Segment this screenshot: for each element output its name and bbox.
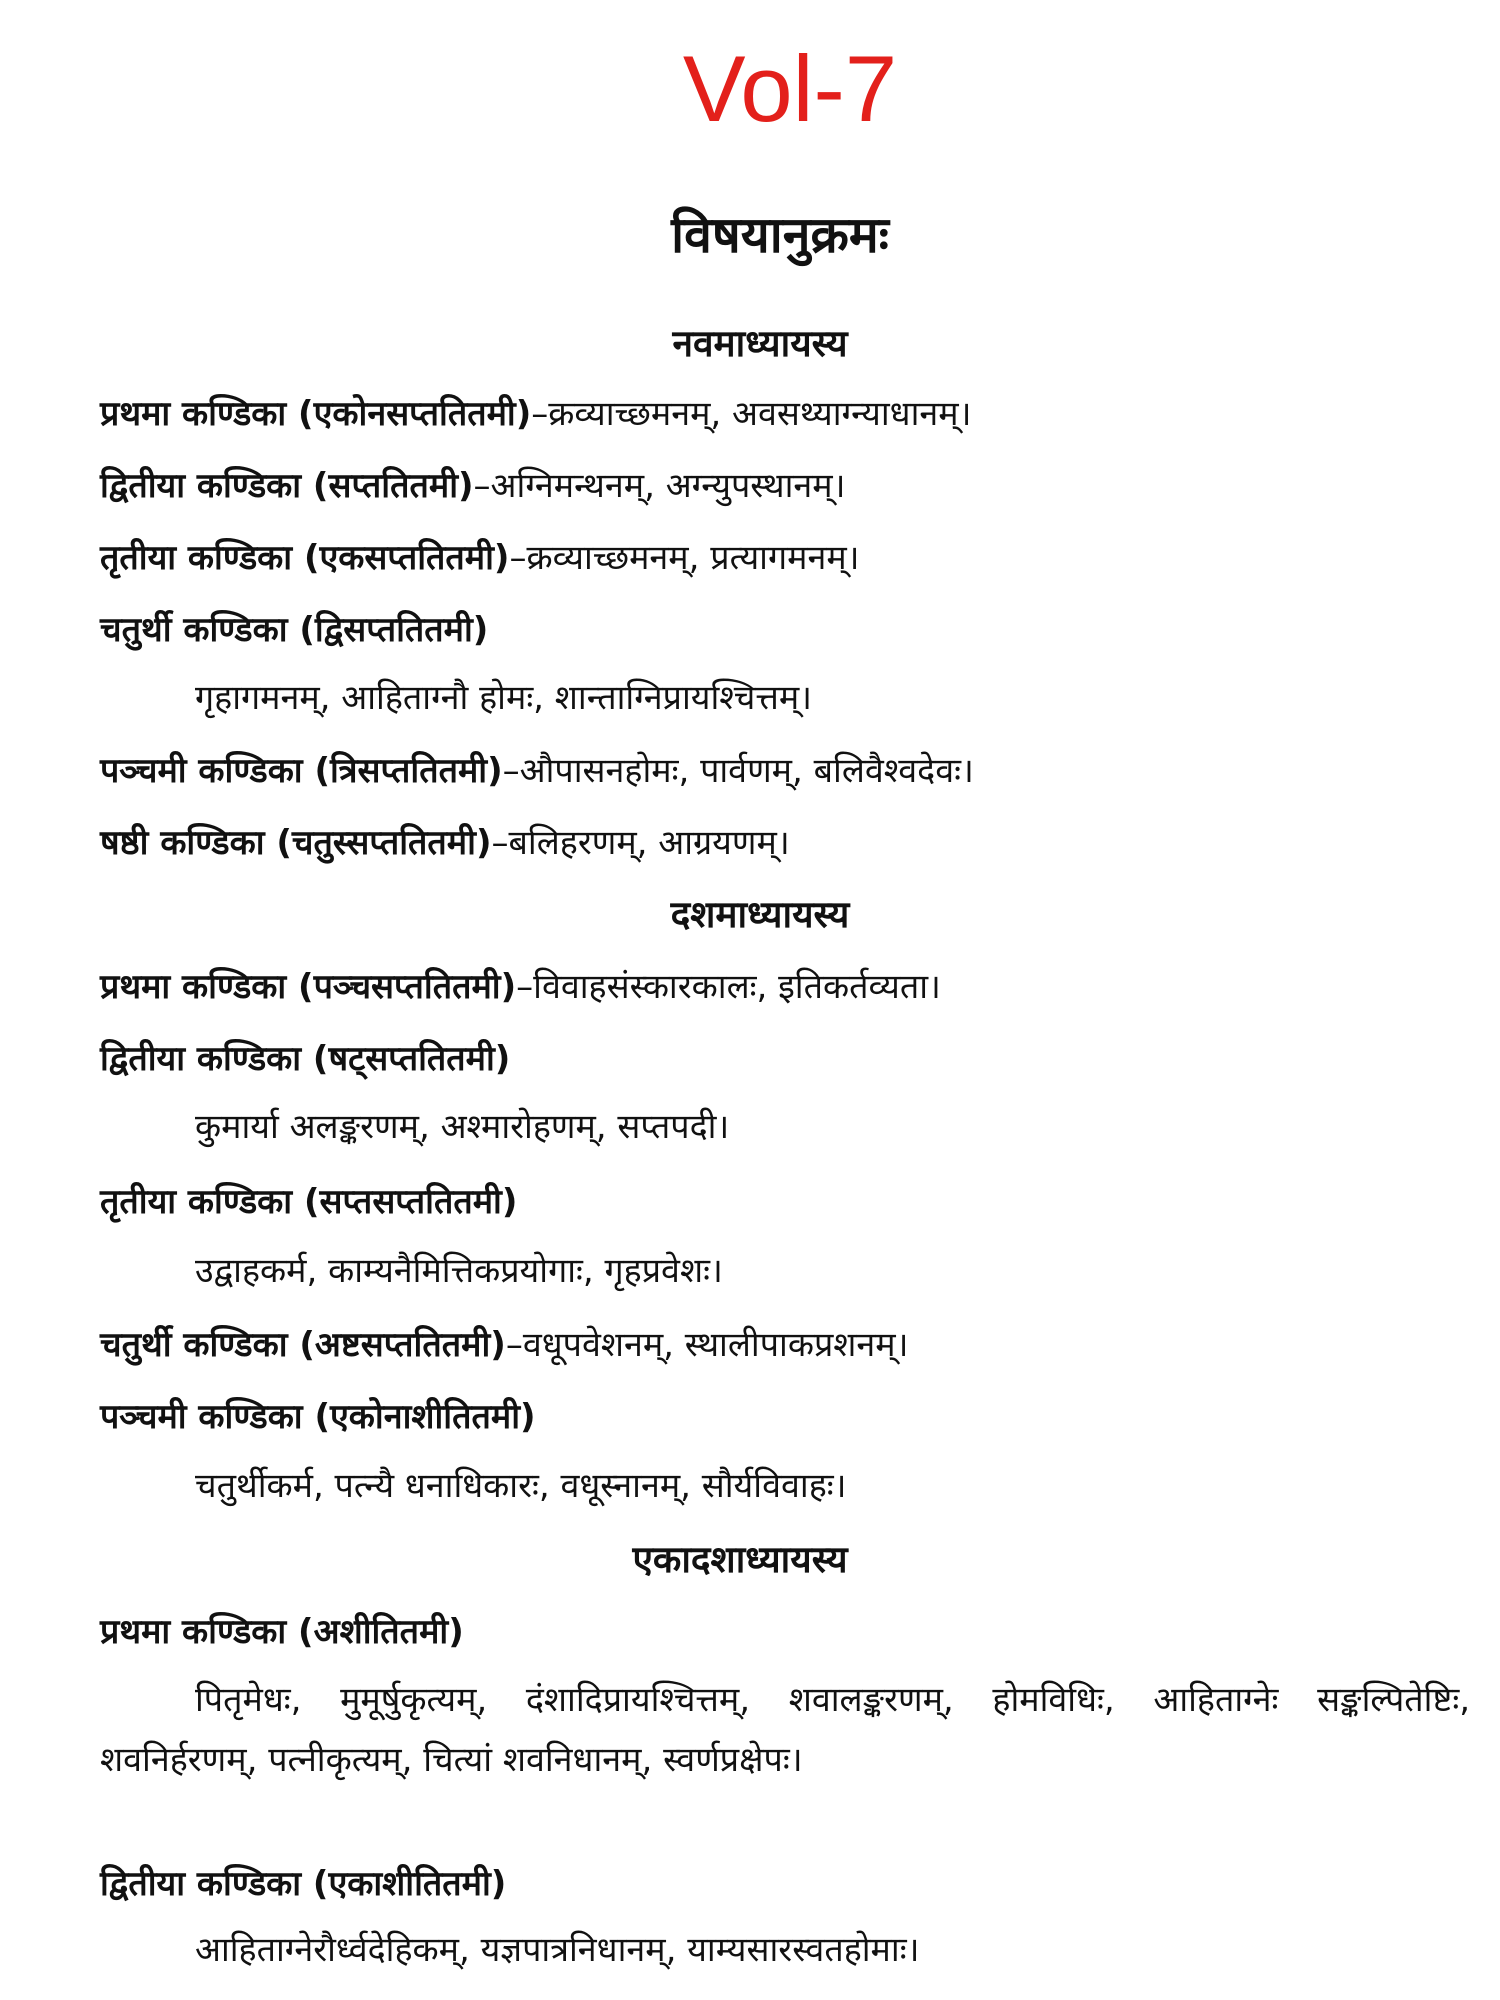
toc-entry [100,815,790,871]
entry-heading: प्रथमा कण्डिका (अशीतितमी) [100,1612,464,1652]
entry-heading: द्वितीया कण्डिका (सप्ततितमी) [100,466,474,506]
entry-heading: चतुर्थी कण्डिका (द्विसप्ततितमी) [100,610,489,650]
entry-heading: तृतीया कण्डिका (एकसप्ततितमी) [100,538,510,578]
toc-entry [100,1856,506,1912]
toc-entry [100,530,860,586]
toc-entry [100,959,941,1015]
chapter-heading-10: दशमाध्यायस्य [670,893,850,936]
page-title: विषयानुक्रमः [671,206,889,264]
entry-heading: द्वितीया कण्डिका (षट्सप्ततितमी) [100,1039,511,1079]
entry-heading: प्रथमा कण्डिका (एकोनसप्ततितमी) [100,394,532,434]
entry-heading: षष्ठी कण्डिका (चतुस्सप्ततितमी) [100,823,492,863]
entry-topics: –बलिहरणम्, आग्रयणम्। [491,823,790,863]
entry-topics: –क्रव्याच्छमनम्, अवसथ्याग्न्याधानम्। [531,394,972,434]
entry-topics: गृहागमनम्, आहिताग्नौ होमः, शान्ताग्निप्रायश्चित्तम्। [195,678,813,718]
entry-heading: प्रथमा कण्डिका (पञ्चसप्ततितमी) [100,967,517,1007]
entry-topics: उद्वाहकर्म, काम्यनैमित्तिकप्रयोगाः, गृहप्रवेशः। [195,1251,723,1291]
chapter-heading-11: एकादशाध्यायस्य [632,1538,848,1581]
entry-topics: –वधूपवेशनम्, स्थालीपाकप्रशनम्। [505,1325,909,1365]
entry-topics: –विवाहसंस्कारकालः, इतिकर्तव्यता। [516,967,941,1007]
entry-topics: –अग्निमन्थनम्, अग्न्युपस्थानम्। [473,466,846,506]
entry-heading: तृतीया कण्डिका (सप्तसप्ततितमी) [100,1182,518,1222]
entry-topics: आहिताग्नेरौर्ध्वदेहिकम्, यज्ञपात्रनिधानम्, याम्यसारस्वतहोमाः। [195,1930,920,1970]
entry-topics: –क्रव्याच्छमनम्, प्रत्यागमनम्। [509,538,860,578]
volume-label: Vol-7 [682,36,898,141]
toc-entry [100,1031,510,1087]
entry-topics: चतुर्थीकर्म, पत्न्यै धनाधिकारः, वधूस्नानम्, सौर्यविवाहः। [195,1466,847,1506]
entry-topics: कुमार्या अलङ्करणम्, अश्मारोहणम्, सप्तपदी। [195,1107,730,1147]
entry-topics: –औपासनहोमः, पार्वणम्, बलिवैश्वदेवः। [502,751,974,791]
toc-entry [100,1389,536,1445]
toc-entry [100,1604,464,1660]
chapter-heading-9: नवमाध्यायस्य [672,322,848,365]
toc-entry [100,386,971,442]
entry-heading: पञ्चमी कण्डिका (एकोनाशीतितमी) [100,1397,536,1437]
toc-entry [100,602,488,658]
entry-heading: पञ्चमी कण्डिका (त्रिसप्ततितमी) [100,751,503,791]
entry-heading: द्वितीया कण्डिका (एकाशीतितमी) [100,1864,507,1904]
entry-heading: चतुर्थी कण्डिका (अष्टसप्ततितमी) [100,1325,506,1365]
entry-topics-paragraph: पितृमेधः, मुमूर्षुकृत्यम्, दंशादिप्रायश्चित्तम्, शवालङ्करणम्, होमविधिः, आहिताग्नेः सङ्कल्पितेष्टिः, शवनिर्हरणम्, पत्नीकृत्यम्, चित्यां शवनिधानम्, स्वर्णप्रक्षेपः। [100,1680,1470,1780]
toc-entry [100,1317,909,1373]
toc-entry [100,458,845,514]
toc-entry [100,743,974,799]
toc-entry [100,1174,517,1230]
